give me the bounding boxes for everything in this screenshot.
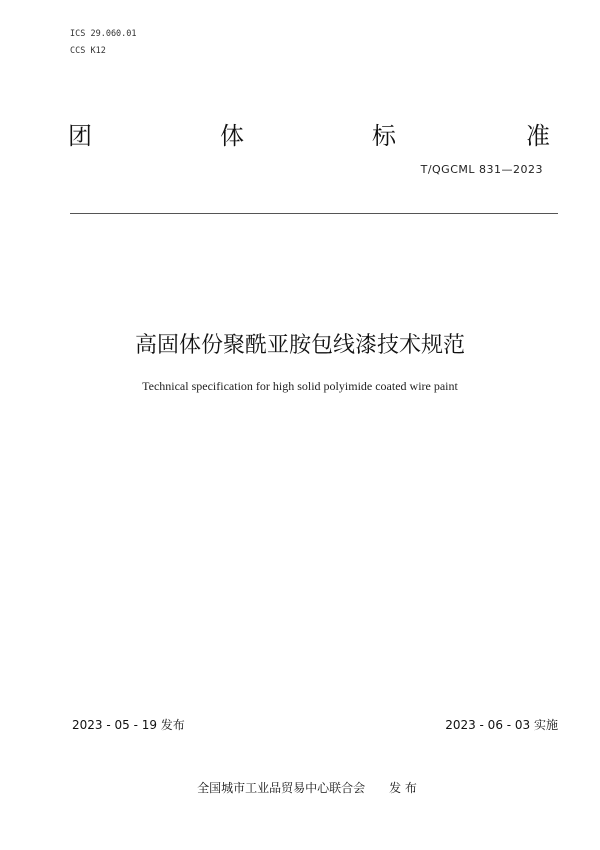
document-title-english: Technical specification for high solid polyimide coated wire paint [142, 379, 458, 393]
classification-codes [70, 26, 137, 60]
ccs-code: CCS K12 [70, 46, 106, 56]
standard-number: T/QGCML 831—2023 [420, 163, 543, 176]
implementation-date: 2023 - 06 - 03 实施 [445, 718, 558, 732]
standard-type-char: 体 [220, 122, 244, 150]
ics-code: ICS 29.060.01 [70, 29, 137, 39]
document-title-chinese: 高固体份聚酰亚胺包线漆技术规范 [134, 333, 465, 358]
issuing-organization: 全国城市工业品贸易中心联合会 发 布 [197, 781, 417, 795]
standard-type-char: 准 [526, 122, 550, 150]
standard-type-char: 标 [372, 122, 396, 150]
publish-date: 2023 - 05 - 19 发布 [72, 718, 185, 732]
header-divider [70, 213, 558, 214]
standard-type-char: 团 [68, 122, 92, 150]
standard-type-heading [60, 116, 560, 150]
